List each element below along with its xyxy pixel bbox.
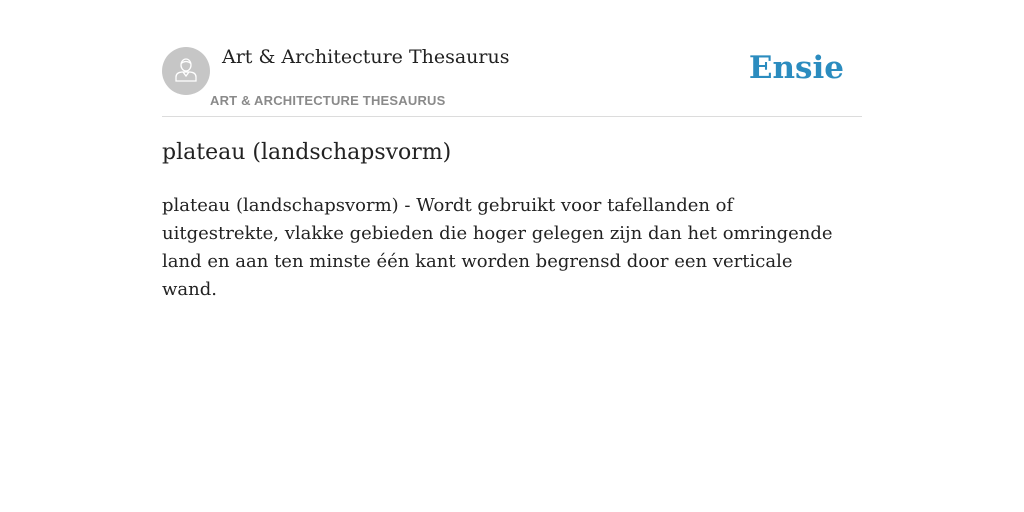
- ensie-logo[interactable]: Ensie: [748, 50, 844, 86]
- definition-text: plateau (landschapsvorm) - Wordt gebruikt voor tafellanden of uitgestrekte, vlakke gebieden die hoger gelegen zijn dan het omringende land en aan ten minste één kant worden begrensd door een verticale wand.: [162, 195, 833, 300]
- user-icon: [171, 54, 201, 89]
- source-subtitle: ART & ARCHITECTURE THESAURUS: [210, 93, 446, 108]
- page-title: plateau (landschapsvorm): [162, 140, 452, 165]
- source-header: [162, 40, 862, 117]
- source-title[interactable]: Art & Architecture Thesaurus: [222, 46, 510, 68]
- avatar[interactable]: [162, 47, 210, 95]
